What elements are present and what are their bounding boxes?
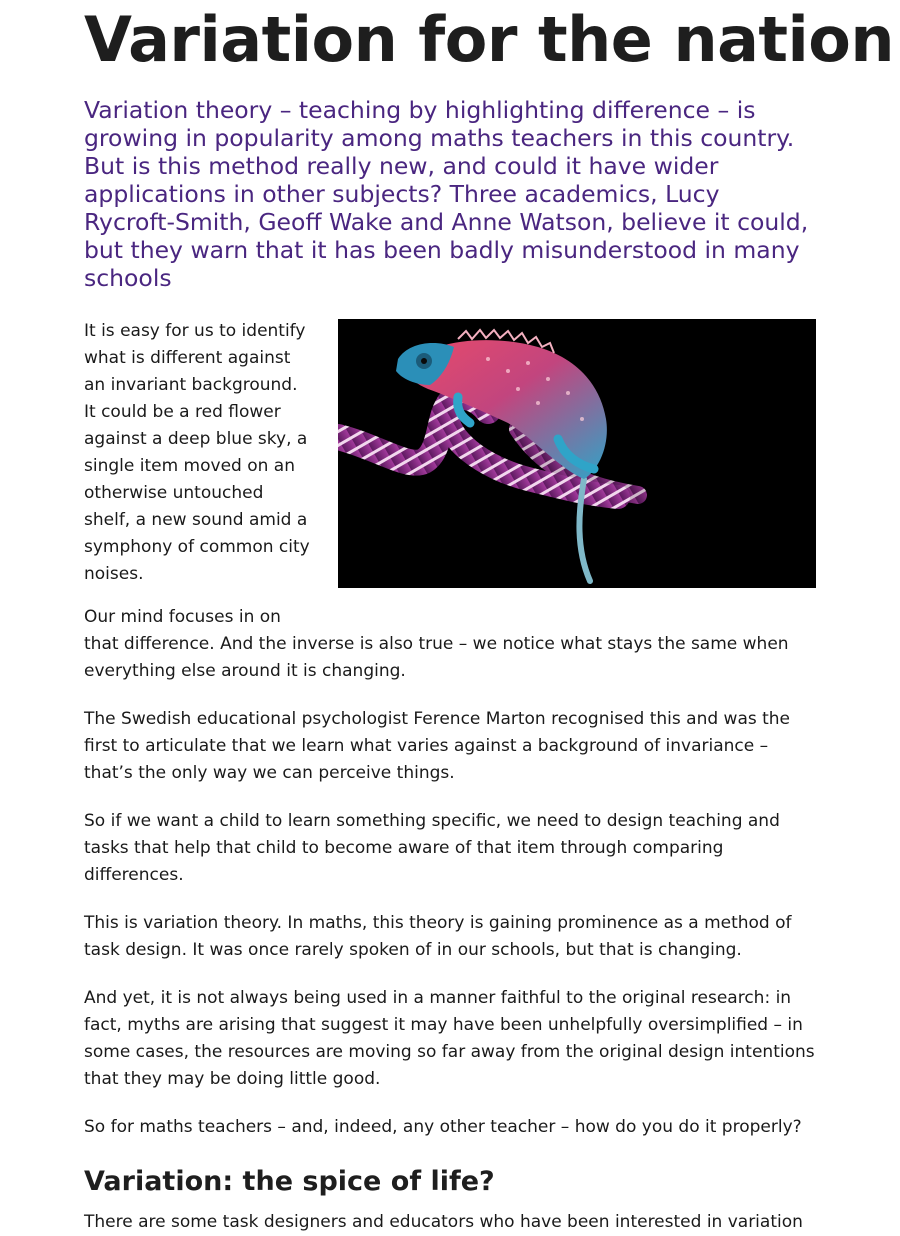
article-title: Variation for the nation (84, 3, 895, 76)
lead-section (84, 318, 816, 604)
article (84, 0, 895, 1236)
paragraph-5: This is variation theory. In maths, this theory is gaining prominence as a method of task design. It was once rarely spoken of in our schools, but that is changing. (84, 913, 792, 960)
paragraph-7: So for maths teachers – and, indeed, any other teacher – how do you do it properly? (84, 1117, 802, 1137)
paragraph-2 (84, 604, 816, 685)
paragraph-6: And yet, it is not always being used in a manner faithful to the original research: in fact, myths are arising that suggest it may have been unhelpfully oversimplified – in some cases, the resources are moving so far away from the original design intentions that they may be doing little good. (84, 988, 815, 1089)
paragraph-2-rest: that difference. And the inverse is also true – we notice what stays the same when everything else around it is changing. (84, 634, 789, 681)
chameleon-illustration (338, 319, 816, 588)
article-standfirst: Variation theory – teaching by highlighting difference – is growing in popularity among maths teachers in this country. But is this method really new, and could it have wider applications in other subjects? Three academics, Lucy Rycroft-Smith, Geoff Wake and Anne Watson, believe it could, but they warn that it has been badly misunderstood in many schools (84, 96, 809, 292)
lead-paragraph: It is easy for us to identify what is different against an invariant background. It could be a red flower against a deep blue sky, a single item moved on an otherwise untouched shelf, a new sound amid a symphony of common city noises. (84, 321, 310, 584)
paragraph-2-first-line: Our mind focuses in on (84, 607, 281, 627)
section-first-line: There are some task designers and educators who have been interested in variation (84, 1212, 803, 1232)
paragraph-4: So if we want a child to learn something specific, we need to design teaching and tasks that help that child to become aware of that item through comparing differences. (84, 811, 780, 885)
section-heading: Variation: the spice of life? (84, 1166, 495, 1197)
paragraph-3: The Swedish educational psychologist Ference Marton recognised this and was the first to articulate that we learn what varies against a background of invariance – that’s the only way we can perceive things. (84, 709, 791, 783)
chameleon-photo (338, 319, 816, 588)
